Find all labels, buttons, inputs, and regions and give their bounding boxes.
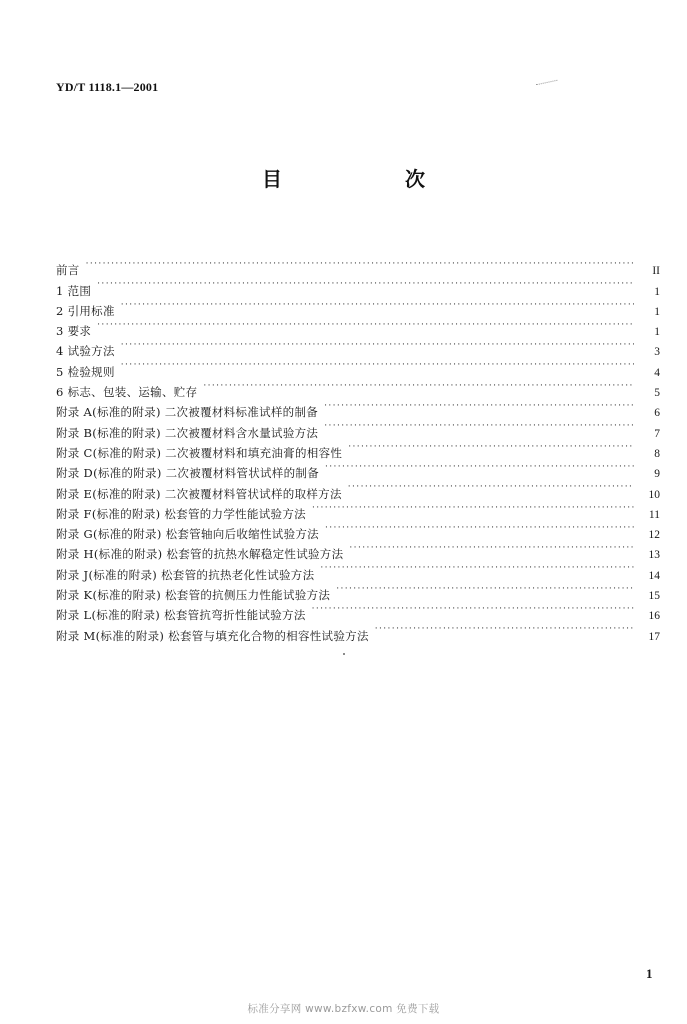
- toc-entry-label: 6 标志、包装、运输、贮存: [56, 385, 198, 400]
- toc-entry-label: 附录 F(标准的附录) 松套管的力学性能试验方法: [56, 506, 306, 521]
- dot-leader: [312, 599, 634, 619]
- toc-entry-label: 附录 J(标准的附录) 松套管的抗热老化性试验方法: [56, 567, 315, 582]
- toc-entry-page: 17: [648, 630, 660, 643]
- dot-leader: [312, 498, 634, 518]
- scan-speck: [536, 80, 559, 89]
- toc-entry-page: 15: [648, 590, 660, 603]
- dot-leader: [97, 315, 634, 335]
- toc-entry-label: 附录 G(标准的附录) 松套管轴向后收缩性试验方法: [56, 527, 319, 542]
- dot-leader: [324, 416, 634, 436]
- toc-entry-label: 2 引用标准: [56, 303, 115, 318]
- toc-entry-page: 9: [654, 468, 660, 481]
- toc-entry-label: 附录 C(标准的附录) 二次被覆材料和填充油膏的相容性: [56, 445, 343, 460]
- scan-speck: [343, 653, 345, 655]
- toc-entry-page: 6: [654, 407, 660, 420]
- toc-entry-requirements[interactable]: [56, 315, 660, 339]
- dot-leader: [121, 295, 634, 315]
- toc-entry-page: II: [652, 265, 660, 278]
- page-number: 1: [646, 966, 653, 981]
- toc-entry-label: 1 范围: [56, 283, 92, 298]
- toc-entry-foreword[interactable]: [56, 254, 660, 278]
- dot-leader: [349, 538, 634, 558]
- toc-entry-page: 11: [648, 508, 660, 521]
- dot-leader: [324, 396, 634, 416]
- toc-entry-label: 4 试验方法: [56, 344, 115, 359]
- table-of-contents: [56, 254, 660, 643]
- toc-entry-page: 8: [654, 447, 660, 460]
- toc-entry-page: 16: [648, 610, 660, 623]
- toc-entry-label: 附录 K(标准的附录) 松套管的抗侧压力性能试验方法: [56, 588, 331, 603]
- toc-entry-page: 5: [654, 387, 660, 400]
- toc-entry-label: 附录 H(标准的附录) 松套管的抗热水解稳定性试验方法: [56, 547, 344, 562]
- dot-leader: [348, 437, 634, 457]
- toc-entry-page: 1: [654, 285, 660, 298]
- toc-entry-inspection-rules[interactable]: [56, 355, 660, 379]
- dot-leader: [336, 579, 634, 599]
- dot-leader: [86, 254, 634, 274]
- dot-leader: [203, 376, 634, 396]
- toc-entry-page: 12: [648, 529, 660, 542]
- toc-entry-label: 附录 B(标准的附录) 二次被覆材料含水量试验方法: [56, 425, 319, 440]
- toc-entry-label: 附录 D(标准的附录) 二次被覆材料管状试样的制备: [56, 466, 320, 481]
- toc-entry-label: 3 要求: [56, 324, 92, 339]
- toc-entry-marking-packaging[interactable]: [56, 376, 660, 400]
- toc-entry-label: 5 检验规则: [56, 364, 115, 379]
- dot-leader: [325, 457, 634, 477]
- toc-entry-page: 1: [654, 305, 660, 318]
- toc-entry-test-methods[interactable]: [56, 335, 660, 359]
- dot-leader: [320, 558, 634, 578]
- toc-entry-page: 1: [654, 326, 660, 339]
- toc-entry-page: 4: [654, 366, 660, 379]
- dot-leader: [375, 619, 634, 639]
- toc-entry-page: 14: [648, 569, 660, 582]
- toc-entry-scope[interactable]: [56, 274, 660, 298]
- dot-leader: [97, 274, 634, 294]
- document-code: YD/T 1118.1—2001: [56, 80, 159, 94]
- toc-entry-label: 附录 A(标准的附录) 二次被覆材料标准试样的制备: [56, 405, 319, 420]
- toc-entry-normative-references[interactable]: [56, 295, 660, 318]
- dot-leader: [121, 355, 634, 375]
- toc-entry-page: 7: [654, 427, 660, 440]
- toc-entry-page: 13: [648, 549, 660, 562]
- dot-leader: [325, 518, 634, 538]
- toc-entry-page: 3: [654, 346, 660, 359]
- toc-entry-page: 10: [648, 488, 660, 501]
- toc-entry-label: 附录 M(标准的附录) 松套管与填充化合物的相容性试验方法: [56, 628, 369, 643]
- toc-entry-label: 附录 L(标准的附录) 松套管抗弯折性能试验方法: [56, 608, 306, 623]
- toc-entry-label: 附录 E(标准的附录) 二次被覆材料管状试样的取样方法: [56, 486, 342, 501]
- dot-leader: [121, 335, 634, 355]
- dot-leader: [348, 477, 634, 497]
- watermark-text: 标准分享网 www.bzfxw.com 免费下载: [247, 1003, 440, 1015]
- page-title: 目 次: [262, 167, 483, 191]
- toc-entry-label: 前言: [56, 263, 80, 278]
